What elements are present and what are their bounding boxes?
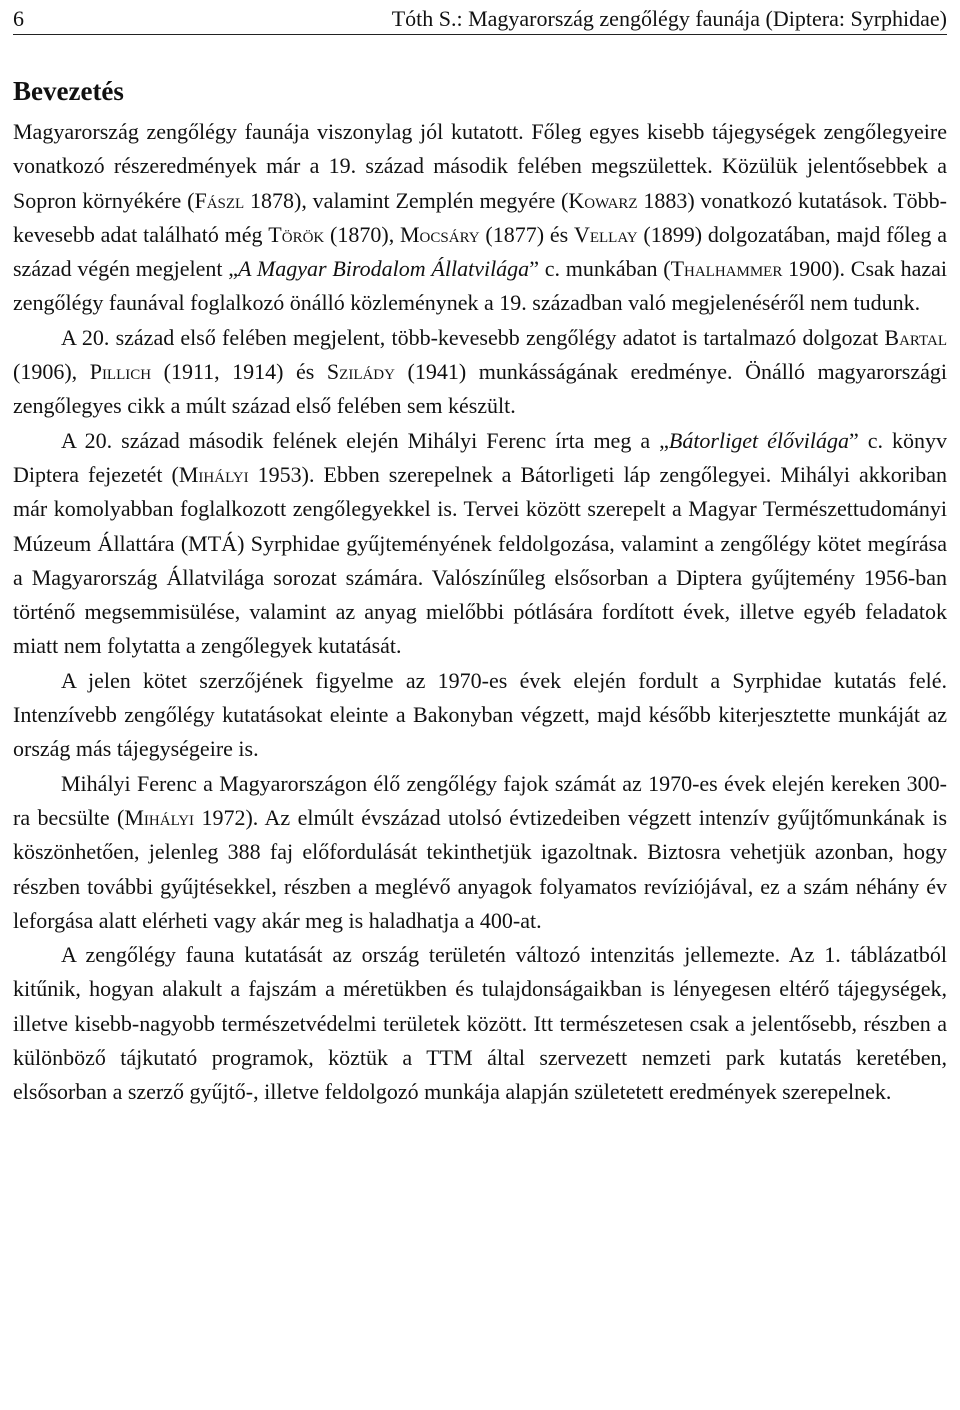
author-name: Mihályi xyxy=(178,461,249,487)
author-name: Mocsáry xyxy=(400,221,480,247)
author-name: Thalhammer xyxy=(670,256,783,282)
paragraph xyxy=(13,321,947,424)
section-title: Bevezetés xyxy=(13,76,124,106)
text-run: Mihályi Ferenc a Magyarországon élő zengőlégy fajok számát az 1970-es évek elején kereken 300-ra becsülte ( xyxy=(13,770,947,830)
paragraph xyxy=(13,424,947,664)
text-run: 1900). Csak hazai zengőlégy faunával foglalkozó önálló közleménynek a 19. században való megjelenéséről nem tudunk. xyxy=(13,256,947,316)
text-run: (1911, 1914) és xyxy=(151,359,327,385)
work-title: Bátorliget élővilága xyxy=(668,427,849,453)
author-name: Fászl xyxy=(194,187,245,213)
text-run: A 20. század első felében megjelent, több-kevesebb zengőlégy adatot is tartalmazó dolgozat xyxy=(61,324,885,350)
text-run: 1953). Ebben szerepelnek a Bátorligeti láp zengőlegyei. Mihályi akkoriban már komolyabban foglalkozott zengőlegyekkel is. Tervei között szerepelt a Magyar Természettudományi Múzeum Állattára (MTÁ) Syrphidae gyűjteményének feldolgozása, valamint a zengőlégy kötet megírása a Magyarország Állatvilága sorozat számára. Valószínűleg elsősorban a Diptera gyűjtemény 1956-ban történő megsemmisülése, valamint az anyag mielőbbi pótlására fordított évek, illetve egyéb feladatok miatt nem folytatta a zengőlegyek kutatását. xyxy=(13,461,948,659)
page-number: 6 xyxy=(13,6,24,31)
text-run: (1870), xyxy=(324,221,400,247)
author-name: Pillich xyxy=(89,359,152,385)
paragraph xyxy=(13,664,947,767)
author-name: Bartal xyxy=(884,324,947,350)
text-run: (1941) munkásságának eredménye. Önálló magyarországi zengőlegyes cikk a múlt század első felében sem készült. xyxy=(13,359,947,419)
text-run: 1883) vonatkozó kutatások. Több-kevesebb adat található még xyxy=(13,187,947,247)
text-run: Magyarország zengőlégy faunája viszonylag jól kutatott. Főleg egyes kisebb tájegységek zengőlegyeire vonatkozó részeredmények már a 19. század második felében megszülettek. Közülük jelentősebbek a Sopron környékére ( xyxy=(13,119,947,213)
author-name: Mihályi xyxy=(124,804,195,830)
text-run: (1906), xyxy=(13,359,90,385)
paragraph xyxy=(13,767,947,938)
text-run: (1877) és xyxy=(479,221,574,247)
text-run: A zengőlégy fauna kutatását az ország területén változó intenzitás jellemezte. Az 1. táblázatból kitűnik, hogyan alakult a fajszám a méretükben és tulajdonságaikban is lényegesen eltérő tájegységek, illetve kisebb-nagyobb természetvédelmi területek között. Itt természetesen csak a jelentősebb, részben a különböző tájkutató programok, köztük a TTM által szervezett nemzeti park kutatás keretében, elsősorban a szerző gyűjtő-, illetve feldolgozó munkája alapján születetett eredmények szerepelnek. xyxy=(13,942,947,1105)
text-run: A jelen kötet szerzőjének figyelme az 1970-es évek elején fordult a Syrphidae kutatás felé. Intenzívebb zengőlégy kutatásokat eleinte a Bakonyban végzett, majd később kiterjesztette munkáját az ország más tájegységeire is. xyxy=(13,667,947,762)
text-run: A 20. század második felének elején Mihályi Ferenc írta meg a „ xyxy=(61,427,669,453)
text-run: 1972). Az elmúlt évszázad utolsó évtizedeiben végzett intenzív gyűjtőmunkának is köszönhetően, jelenleg 388 faj előfordulását tekinthetjük igazoltnak. Biztosra vehetjük azonban, hogy részben további gyűjtésekkel, részben a meglévő anyagok folyamatos revíziójával, ez a szám néhány év leforgása alatt elérheti vagy akár meg is haladhatja a 400-at. xyxy=(13,804,948,933)
text-run: (1899) dolgozatában, majd főleg a század végén megjelent „ xyxy=(13,221,947,282)
text-run: ” c. munkában ( xyxy=(529,256,671,282)
work-title: A Magyar Birodalom Állatvilága xyxy=(238,256,530,282)
text-run: ” c. könyv Diptera fejezetét ( xyxy=(13,427,948,487)
text-run: 1878), valamint Zemplén megyére ( xyxy=(244,187,569,213)
page-header xyxy=(13,4,947,35)
running-head: Tóth S.: Magyarország zengőlégy faunája (Diptera: Syrphidae) xyxy=(391,6,947,31)
paragraph xyxy=(13,115,947,321)
author-name: Kowarz xyxy=(568,187,638,213)
author-name: Török xyxy=(268,221,325,247)
body-text xyxy=(13,115,947,1110)
author-name: Szilády xyxy=(326,359,395,385)
author-name: Vellay xyxy=(573,221,638,247)
paragraph xyxy=(13,938,947,1109)
